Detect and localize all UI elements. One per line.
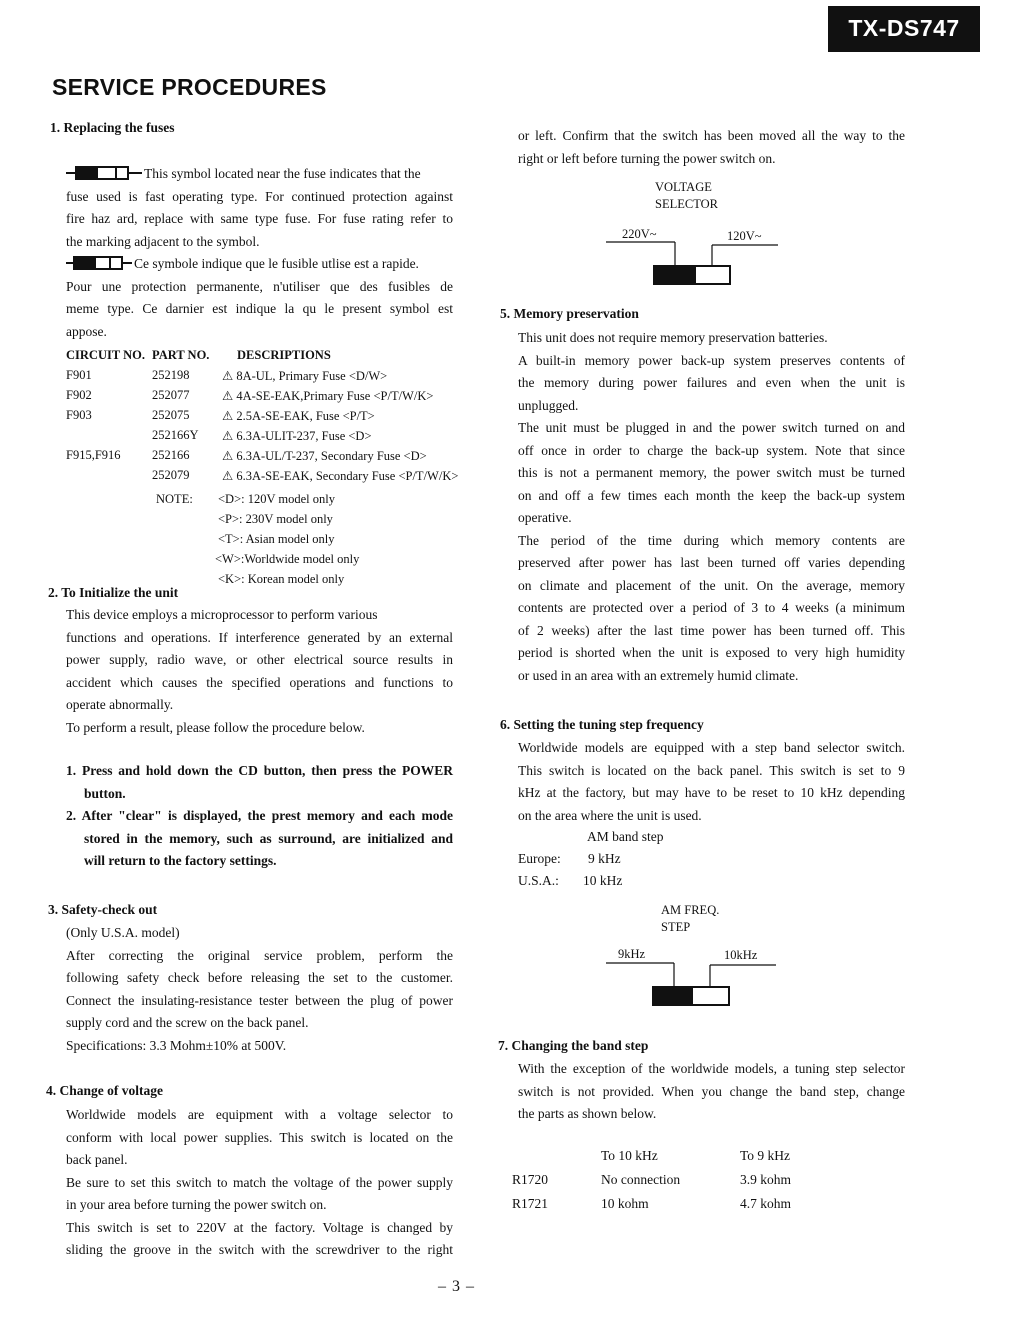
fuse-table-header-circuit: CIRCUIT NO. xyxy=(66,348,145,362)
band-step-header: To 9 kHz xyxy=(740,1148,791,1163)
s4-line: This switch is set to 220V at the factory. Voltage is changed by xyxy=(66,1219,453,1235)
fuse-part-cell: 252077 xyxy=(152,388,190,402)
voltage-diagram-title: VOLTAGE xyxy=(655,180,712,194)
note-item: <D>: 120V model only xyxy=(218,492,335,506)
s7-line: the parts as shown below. xyxy=(518,1106,657,1121)
s5-line: The unit must be plugged in and the power switch turned on and xyxy=(518,420,905,435)
s2-step: will return to the factory settings. xyxy=(84,853,277,868)
fuse-desc-cell: ⚠ 8A-UL, Primary Fuse <D/W> xyxy=(222,369,388,383)
s6-line: kHz at the factory, but may have to be reset to 10 kHz depending xyxy=(518,785,905,800)
s4-line: back panel. xyxy=(66,1152,128,1167)
section-3-heading: 3. Safety-check out xyxy=(48,902,158,917)
band-step-to10: 10 kohm xyxy=(601,1196,649,1211)
s2-line: functions and operations. If interference generated by an external xyxy=(66,629,453,645)
s2-line: power supply, radio wave, or other electrical source results in xyxy=(66,652,453,667)
model-badge: TX-DS747 xyxy=(828,6,980,50)
note-item: <T>: Asian model only xyxy=(218,532,335,546)
section-5-body xyxy=(518,327,905,687)
fuse-part-cell: 252166 xyxy=(152,448,190,462)
s2-line: This device employs a microprocessor to perform various xyxy=(66,607,378,622)
fuse-circuit-cell: F902 xyxy=(66,388,92,402)
section-4-body xyxy=(66,1104,453,1262)
s4-line: sliding the groove in the switch with the screwdriver to the right xyxy=(66,1242,453,1257)
section-5-heading: 5. Memory preservation xyxy=(500,306,639,321)
s5-line: or used in an area with an extremely humid climate. xyxy=(518,667,799,683)
s6-line: This switch is located on the back panel. This switch is set to 9 xyxy=(518,762,905,778)
s5-line: operative. xyxy=(518,510,572,525)
fuse-circuit-cell: F915,F916 xyxy=(66,448,121,462)
note-item: <W>:Worldwide model only xyxy=(215,552,360,566)
s1-en-line: fire haz ard, replace with same type fuse. For fuse rating refer to xyxy=(66,211,453,226)
band-step-to9: 4.7 kohm xyxy=(740,1196,792,1211)
s6-line: on the area where the unit is used. xyxy=(518,807,702,823)
fuse-part-cell: 252166Y xyxy=(152,428,199,442)
s7-line: With the exception of the worldwide models, a tuning step selector xyxy=(518,1061,905,1076)
usa-label: U.S.A.: xyxy=(518,873,559,888)
s5-line: of 2 weeks) after the last time power has been turned off. This xyxy=(518,622,905,638)
note-item: <K>: Korean model only xyxy=(218,572,345,586)
s5-line: on and off a few times each month the keep the back-up system xyxy=(518,487,905,503)
fuse-circuit-cell: F903 xyxy=(66,408,92,422)
s2-step: button. xyxy=(84,785,126,801)
s1-fr-line: Ce symbole indique que le fusible utlise est a rapide. xyxy=(134,256,419,271)
section-2-heading: 2. To Initialize the unit xyxy=(48,585,179,600)
s5-line: A built-in memory power back-up system preserves contents of xyxy=(518,352,905,368)
fuse-part-cell: 252198 xyxy=(152,368,190,382)
s3-line: Specifications: 3.3 Mohm±10% at 500V. xyxy=(66,1037,287,1053)
s1-en-line: fuse used is fast operating type. For continued protection against xyxy=(66,188,453,204)
s4-cont-line: or left. Confirm that the switch has been moved all the way to the xyxy=(518,128,905,143)
band-step-to10: No connection xyxy=(601,1172,681,1187)
s5-line: this is not a permanent memory, the power switch must be turned xyxy=(518,465,905,480)
note-item: <P>: 230V model only xyxy=(218,512,333,526)
am-step-diagram-title: AM FREQ. xyxy=(661,903,720,917)
fuse-table xyxy=(66,348,486,598)
s6-line: Worldwide models are equipped with a step band selector switch. xyxy=(518,740,905,755)
s2-line: operate abnormally. xyxy=(66,697,174,712)
section-2-body xyxy=(66,604,453,739)
section-1-english xyxy=(66,163,453,343)
fuse-desc-cell: ⚠ 4A-SE-EAK,Primary Fuse <P/T/W/K> xyxy=(222,389,434,403)
s5-line: the memory during power failures and even when the unit is xyxy=(518,375,905,390)
section-3-body xyxy=(66,922,453,1057)
fuse-desc-cell: ⚠ 6.3A-ULIT-237, Fuse <D> xyxy=(222,429,372,443)
s4-line: in your area before turning the power switch on. xyxy=(66,1197,327,1212)
s4-line: Worldwide models are equipment with a voltage selector to xyxy=(66,1107,453,1122)
s1-en-line: the marking adjacent to the symbol. xyxy=(66,233,260,249)
fuse-table-header-part: PART NO. xyxy=(152,348,210,362)
fast-fuse-symbol-icon xyxy=(66,255,132,271)
s2-step: stored in the memory, such as surround, are initialized and xyxy=(84,830,453,846)
s4-line: Be sure to set this switch to match the voltage of the power supply xyxy=(66,1174,453,1190)
usa-value: 10 kHz xyxy=(583,873,623,888)
s5-line: period is shorted when the unit is exposed to very high humidity xyxy=(518,645,905,660)
section-2-steps xyxy=(66,760,453,873)
badge-underline xyxy=(828,49,980,52)
band-step-to9: 3.9 kohm xyxy=(740,1172,792,1187)
fast-fuse-symbol-icon xyxy=(66,165,142,181)
band-step-table xyxy=(512,1148,812,1218)
band-step-header: To 10 kHz xyxy=(601,1148,658,1163)
am-band-step-label: AM band step xyxy=(587,829,664,844)
band-step-part: R1720 xyxy=(512,1172,549,1187)
voltage-left-label: 220V~ xyxy=(622,227,657,241)
section-1-heading: 1. Replacing the fuses xyxy=(50,120,175,135)
europe-label: Europe: xyxy=(518,851,561,866)
s5-line: on climate and placement of the unit. On the average, memory xyxy=(518,577,905,593)
section-6-heading: 6. Setting the tuning step frequency xyxy=(500,717,704,732)
s3-line: Connect the insulating-resistance tester between the plug of power xyxy=(66,992,453,1008)
section-4-heading: 4. Change of voltage xyxy=(46,1083,163,1098)
s2-line: To perform a result, please follow the procedure below. xyxy=(66,719,365,735)
note-label: NOTE: xyxy=(156,492,193,506)
s5-line: off once in order to charge the back-up system. Note that since xyxy=(518,442,905,458)
voltage-diagram-title: SELECTOR xyxy=(655,197,718,211)
s5-line: contents are protected over a period of 3 to 4 weeks (a minimum xyxy=(518,600,905,615)
fuse-desc-cell: ⚠ 2.5A-SE-EAK, Fuse <P/T> xyxy=(222,409,375,423)
s5-line: The period of the time during which memory contents are xyxy=(518,532,905,548)
s5-line: This unit does not require memory preservation batteries. xyxy=(518,330,828,345)
s7-line: switch is not provided. When you change the band step, change xyxy=(518,1083,905,1099)
s1-fr-line: Pour une protection permanente, n'utiliser que des fusibles de xyxy=(66,278,453,294)
s4-line: conform with local power supplies. This switch is located on the xyxy=(66,1129,453,1145)
voltage-right-label: 120V~ xyxy=(727,229,762,243)
fuse-table-header-desc: DESCRIPTIONS xyxy=(237,348,331,362)
section-7-heading: 7. Changing the band step xyxy=(498,1038,649,1053)
voltage-selector-switch-icon xyxy=(600,238,790,292)
s1-fr-line: meme type. Ce darnier est indique la qu le present symbol est xyxy=(66,301,453,316)
fuse-desc-cell: ⚠ 6.3A-UL/T-237, Secondary Fuse <D> xyxy=(222,449,427,463)
section-7-body xyxy=(518,1058,905,1126)
s3-line: (Only U.S.A. model) xyxy=(66,925,180,940)
am-step-right-label: 10kHz xyxy=(724,948,758,962)
page-number: – 3 – xyxy=(438,1278,475,1295)
section-6-body xyxy=(518,737,905,827)
fuse-circuit-cell: F901 xyxy=(66,368,92,382)
fuse-part-cell: 252079 xyxy=(152,468,190,482)
s1-en-line: This symbol located near the fuse indicates that the xyxy=(144,166,421,181)
am-step-diagram-title: STEP xyxy=(661,920,691,934)
s3-line: following safety check before releasing the set to the customer. xyxy=(66,970,453,985)
s3-line: After correcting the original service problem, perform the xyxy=(66,947,453,963)
page-title: SERVICE PROCEDURES xyxy=(52,74,327,100)
fuse-desc-cell: ⚠ 6.3A-SE-EAK, Secondary Fuse <P/T/W/K> xyxy=(222,469,459,483)
europe-value: 9 kHz xyxy=(588,851,621,866)
s5-line: preserved after power has last been turned off varies depending xyxy=(518,555,905,570)
fuse-part-cell: 252075 xyxy=(152,408,190,422)
am-step-switch-icon xyxy=(600,958,790,1012)
s2-step: 1. Press and hold down the CD button, then press the POWER xyxy=(66,763,453,778)
s3-line: supply cord and the screw on the back panel. xyxy=(66,1015,309,1030)
s2-step: 2. After "clear" is displayed, the prest memory and each mode xyxy=(66,808,453,823)
s5-line: unplugged. xyxy=(518,397,579,413)
section-4-continued xyxy=(518,125,905,170)
s4-cont-line: right or left before turning the power switch on. xyxy=(518,150,776,166)
s1-fr-line: appose. xyxy=(66,323,107,339)
am-step-left-label: 9kHz xyxy=(618,947,646,961)
band-step-part: R1721 xyxy=(512,1196,549,1211)
s2-line: accident which causes the specified operations and functions to xyxy=(66,674,453,690)
